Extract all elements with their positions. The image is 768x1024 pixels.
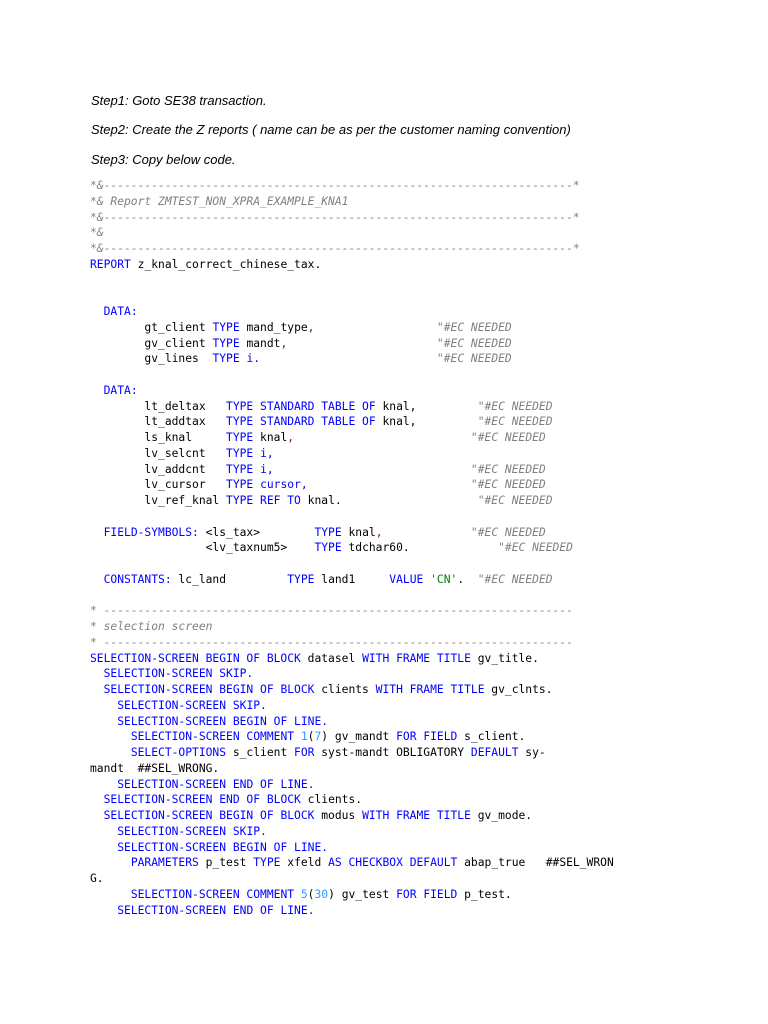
code-token: [90, 888, 131, 901]
code-token: ,: [287, 431, 295, 444]
code-token: SELECTION-SCREEN BEGIN OF BLOCK: [90, 651, 301, 665]
code-token: clients: [314, 683, 376, 696]
code-token: SELECTION-SCREEN COMMENT: [130, 887, 295, 901]
code-line: [90, 430, 546, 446]
code-line: [90, 698, 267, 714]
code-token: gv_client: [90, 336, 213, 350]
code-token: [90, 715, 117, 728]
code-token: SELECTION-SCREEN SKIP.: [117, 824, 267, 838]
code-token: "#EC NEEDED: [470, 462, 546, 476]
code-line: [90, 682, 553, 698]
code-line: [90, 619, 212, 635]
code-token: TYPE: [314, 541, 342, 555]
code-token: [90, 825, 117, 838]
code-token: s_client: [226, 746, 295, 759]
code-token: [90, 856, 131, 869]
code-token: (: [307, 730, 315, 744]
code-token: clients.: [300, 793, 363, 807]
code-token: FOR: [294, 746, 315, 759]
code-line: [90, 745, 546, 761]
code-token: FOR FIELD: [396, 730, 458, 744]
code-token: tdchar60.: [341, 541, 499, 555]
code-token: gv_mode.: [470, 809, 533, 822]
code-token: SELECTION-SCREEN END OF LINE.: [117, 777, 315, 791]
code-token: <ls_tax>: [198, 525, 315, 539]
code-token: datasel: [300, 651, 363, 665]
code-token: mandt ##SEL_WRONG.: [90, 761, 220, 775]
code-token: FIELD-SYMBOLS:: [103, 525, 199, 539]
code-token: "#EC NEEDED: [436, 320, 512, 334]
code-token: knal,: [375, 399, 478, 413]
code-token: i,: [260, 462, 274, 476]
code-line: [90, 351, 512, 367]
code-line: [90, 477, 546, 493]
code-token: * selection screen: [90, 620, 213, 633]
code-line: [90, 257, 321, 273]
code-token: lt_addtax: [90, 415, 227, 429]
code-token: "#EC NEEDED: [470, 431, 546, 444]
code-line: [90, 714, 328, 730]
code-token: lv_cursor: [90, 478, 227, 492]
code-token: *&---------------------------------------------------------------------*: [90, 242, 580, 255]
code-token: SELECTION-SCREEN SKIP.: [117, 698, 267, 712]
code-line: [90, 241, 580, 257]
code-line: [90, 777, 314, 793]
code-line: [90, 399, 553, 415]
code-token: abap_true ##SEL_WRON: [457, 856, 614, 870]
code-token: knal: [341, 525, 376, 539]
code-token: ,: [307, 320, 315, 334]
code-token: ls_knal: [90, 431, 227, 444]
code-token: [90, 730, 131, 743]
code-token: WITH FRAME TITLE: [362, 651, 471, 665]
code-token: TYPE: [314, 525, 342, 539]
code-token: TYPE: [226, 446, 254, 460]
code-token: FOR FIELD: [396, 887, 458, 901]
code-token: 7: [314, 730, 322, 744]
code-token: [383, 526, 471, 539]
code-token: .: [457, 572, 478, 586]
code-token: [90, 683, 104, 696]
code-token: ) gv_mandt: [321, 730, 397, 744]
code-token: [90, 699, 117, 712]
code-token: *&---------------------------------------------------------------------*: [90, 210, 580, 224]
code-token: [90, 904, 117, 917]
code-token: VALUE: [389, 572, 424, 586]
code-token: [274, 463, 471, 476]
code-line: [90, 855, 614, 871]
code-token: "#EC NEEDED: [436, 352, 512, 366]
code-token: s_client.: [457, 730, 526, 744]
code-line: [90, 666, 253, 682]
code-token: [294, 431, 471, 444]
code-token: 1: [300, 730, 308, 744]
code-token: ) gv_test: [328, 887, 397, 901]
code-token: gv_clnts.: [484, 683, 553, 696]
code-line: [90, 210, 580, 226]
code-token: lt_deltax: [90, 399, 227, 413]
code-line: [90, 572, 553, 588]
code-line: [90, 493, 553, 509]
code-token: [90, 746, 131, 759]
code-token: [294, 888, 301, 901]
code-token: gv_title.: [470, 651, 539, 665]
code-line: [90, 178, 580, 194]
code-token: DATA:: [103, 305, 138, 318]
code-token: ,: [375, 525, 383, 539]
code-token: lv_addcnt: [90, 462, 227, 476]
code-token: lc_land: [171, 572, 288, 586]
code-line: [90, 729, 525, 745]
code-token: mandt: [239, 336, 281, 350]
code-token: TYPE: [226, 431, 254, 444]
code-token: gt_client: [90, 320, 213, 334]
code-token: lv_selcnt: [90, 446, 227, 460]
code-line: [90, 761, 219, 777]
code-token: TYPE STANDARD TABLE OF: [226, 415, 376, 429]
code-token: SELECTION-SCREEN END OF BLOCK: [103, 793, 301, 807]
code-token: ,: [280, 336, 288, 350]
code-line: [90, 383, 138, 399]
code-token: [90, 384, 104, 397]
step-1-text: Step1: Goto SE38 transaction.: [91, 93, 267, 108]
code-token: SELECT-OPTIONS: [130, 746, 227, 759]
code-token: SELECTION-SCREEN COMMENT: [130, 730, 295, 744]
code-token: <lv_taxnum5>: [90, 541, 315, 555]
code-token: "#EC NEEDED: [477, 399, 553, 413]
code-token: 'CN': [430, 572, 458, 586]
code-line: [90, 603, 573, 619]
code-token: lv_ref_knal: [90, 494, 227, 507]
code-token: gv_lines: [90, 352, 213, 366]
code-token: SELECTION-SCREEN BEGIN OF LINE.: [117, 714, 329, 728]
code-token: z_knal_correct_chinese_tax.: [130, 257, 322, 271]
code-token: TYPE REF TO: [226, 494, 301, 507]
code-line: [90, 320, 512, 336]
code-token: DEFAULT: [470, 746, 519, 759]
code-line: [90, 808, 532, 824]
code-line: [90, 225, 104, 241]
code-token: cursor,: [260, 478, 308, 492]
code-token: * ---------------------------------------------------------------------: [90, 635, 573, 649]
code-line: [90, 871, 104, 887]
code-line: [90, 194, 348, 210]
code-token: SELECTION-SCREEN END OF LINE.: [117, 903, 315, 917]
code-token: TYPE: [212, 336, 240, 350]
code-token: TYPE: [212, 352, 240, 366]
code-token: [314, 321, 436, 334]
code-token: SELECTION-SCREEN BEGIN OF LINE.: [117, 840, 329, 854]
code-token: 5: [300, 887, 308, 901]
code-token: "#EC NEEDED: [498, 541, 573, 555]
code-token: *& Report ZMTEST_NON_XPRA_EXAMPLE_KNA1: [90, 194, 349, 208]
code-token: [90, 841, 117, 854]
step-3-text: Step3: Copy below code.: [91, 152, 236, 167]
code-token: TYPE STANDARD TABLE OF: [226, 399, 376, 413]
code-token: WITH FRAME TITLE: [362, 809, 471, 822]
code-token: [90, 778, 117, 791]
code-token: "#EC NEEDED: [477, 494, 553, 507]
code-token: "#EC NEEDED: [470, 525, 546, 539]
code-token: [308, 478, 471, 491]
code-line: [90, 887, 512, 903]
code-token: 30: [314, 887, 329, 901]
code-token: "#EC NEEDED: [477, 415, 553, 429]
code-token: [90, 305, 104, 318]
code-line: [90, 840, 328, 856]
code-line: [90, 336, 512, 352]
code-token: TYPE: [253, 856, 281, 870]
code-token: *&: [90, 226, 104, 240]
code-line: [90, 651, 539, 667]
code-token: PARAMETERS: [130, 856, 199, 870]
code-token: [287, 337, 437, 350]
code-token: "#EC NEEDED: [436, 336, 512, 350]
code-token: knal.: [300, 494, 478, 507]
code-token: i.: [246, 352, 261, 366]
code-token: "#EC NEEDED: [470, 478, 546, 492]
code-token: SELECTION-SCREEN BEGIN OF BLOCK: [103, 683, 315, 696]
code-token: REPORT: [90, 257, 131, 271]
code-token: [90, 809, 104, 822]
code-line: [90, 792, 362, 808]
code-token: WITH FRAME TITLE: [375, 683, 485, 696]
code-token: SELECTION-SCREEN BEGIN OF BLOCK: [103, 809, 315, 822]
code-token: modus: [314, 809, 363, 822]
code-token: AS CHECKBOX DEFAULT: [328, 856, 458, 870]
code-token: TYPE: [212, 320, 240, 334]
step-2-text: Step2: Create the Z reports ( name can be as per the customer naming convention): [91, 122, 571, 137]
code-token: p_test: [198, 856, 254, 870]
code-token: DATA:: [103, 383, 138, 397]
code-line: [90, 414, 553, 430]
code-token: [294, 730, 301, 743]
code-token: i,: [260, 446, 274, 460]
code-token: CONSTANTS:: [103, 572, 172, 586]
code-token: land1: [314, 572, 390, 586]
code-token: sy-: [518, 746, 546, 759]
code-token: TYPE: [226, 478, 254, 492]
code-token: syst-mandt OBLIGATORY: [314, 746, 471, 759]
code-line: [90, 635, 573, 651]
code-token: p_test.: [457, 887, 512, 901]
code-token: * ---------------------------------------------------------------------: [90, 604, 573, 618]
code-line: [90, 824, 267, 840]
code-token: SELECTION-SCREEN SKIP.: [103, 667, 254, 681]
code-line: [90, 525, 546, 541]
code-token: xfeld: [280, 856, 329, 870]
code-token: TYPE: [287, 572, 315, 586]
code-token: [260, 352, 437, 365]
code-token: "#EC NEEDED: [477, 572, 553, 586]
code-token: [90, 793, 104, 806]
code-token: [90, 526, 104, 539]
code-token: *&---------------------------------------------------------------------*: [90, 179, 580, 192]
code-token: [90, 667, 104, 680]
code-line: [90, 462, 546, 478]
code-token: [90, 573, 104, 586]
code-token: G.: [90, 872, 104, 885]
code-line: [90, 304, 138, 320]
code-line: [90, 446, 274, 462]
code-token: TYPE: [226, 462, 254, 476]
code-token: mand_type: [239, 320, 308, 334]
code-token: knal,: [375, 415, 478, 429]
code-line: [90, 540, 573, 556]
code-token: (: [307, 887, 315, 901]
code-line: [90, 903, 314, 919]
code-token: knal: [253, 431, 288, 444]
